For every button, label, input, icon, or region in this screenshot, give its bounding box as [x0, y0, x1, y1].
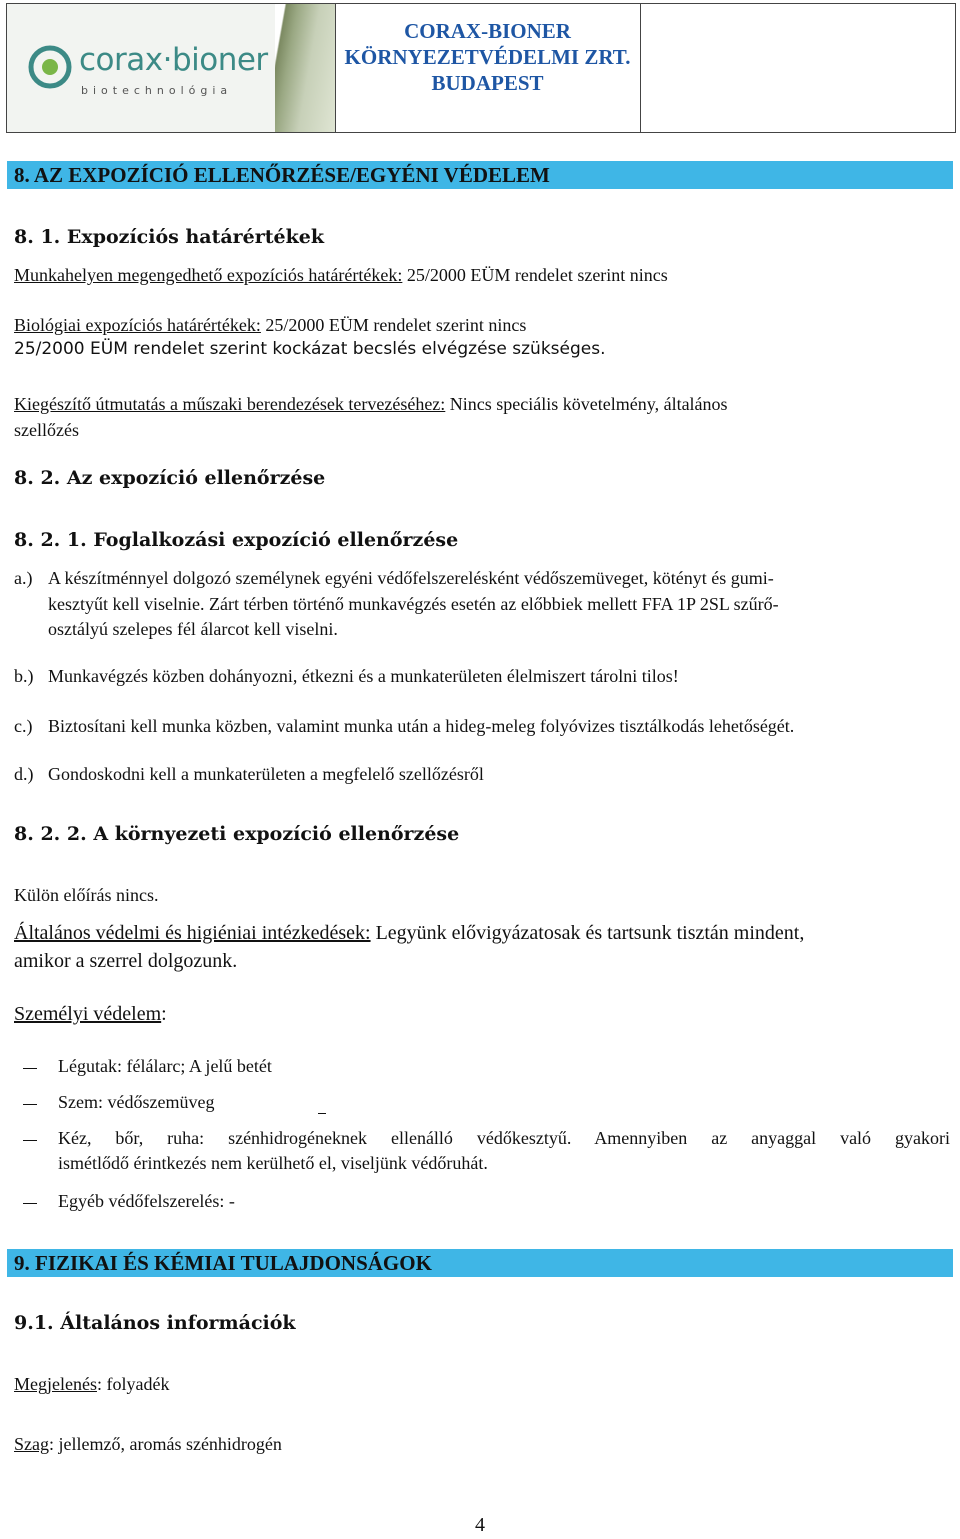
company-logo: [7, 4, 336, 132]
bullet-dash: [23, 1068, 37, 1069]
general-measures-cont: amikor a szerrel dolgozunk.: [14, 950, 238, 972]
logo-name: corax·bioner: [79, 42, 268, 78]
item-b-text: Munkavégzés közben dohányozni, étkezni és a munkaterületen élelmiszert tárolni tilos!: [48, 666, 679, 686]
odor-value: : jellemző, aromás szénhidrogén: [49, 1434, 282, 1454]
document-header: [6, 3, 956, 133]
appearance-label: Megjelenés: [14, 1374, 97, 1394]
section-8-heading: 8. AZ EXPOZÍCIÓ ELLENŐRZÉSE/EGYÉNI VÉDELEM: [7, 161, 953, 189]
personal-protection: [14, 1000, 167, 1028]
supplementary-guidance: [14, 392, 728, 417]
bullet-dash: [23, 1140, 37, 1141]
bio-limits-label: Biológiai expozíciós határértékek:: [14, 315, 261, 335]
item-c-label: c.): [14, 716, 33, 736]
company-line-1: CORAX-BIONER: [404, 19, 571, 43]
section-8-2-heading: 8. 2. Az expozíció ellenőrzése: [14, 467, 326, 489]
odor: [14, 1432, 282, 1457]
bio-limits-value: 25/2000 EÜM rendelet szerint nincs: [260, 315, 527, 335]
general-measures: [14, 919, 804, 947]
workplace-limits: [14, 263, 668, 288]
company-line-3: BUDAPEST: [431, 71, 544, 95]
page-number: 4: [475, 1514, 485, 1536]
item-b-label: b.): [14, 666, 34, 686]
appearance-value: : folyadék: [96, 1374, 170, 1394]
item-d-label: d.): [14, 764, 34, 784]
supplementary-label: Kiegészítő útmutatás a műszaki berendezések tervezéséhez:: [14, 394, 446, 414]
workplace-limits-label: Munkahelyen megengedhető expozíciós határértékek:: [14, 265, 403, 285]
item-d-text: Gondoskodni kell a munkaterületen a megfelelő szellőzésről: [48, 764, 484, 784]
supplementary-value: Nincs speciális követelmény, általános: [445, 394, 728, 414]
appearance: [14, 1372, 169, 1397]
logo-circle-icon: [27, 44, 73, 90]
section-9-1-heading: 9.1. Általános információk: [14, 1312, 296, 1334]
item-a-line-1: A készítménnyel dolgozó személynek egyéni védőfelszerelésként védőszemüveget, kötényt és gumi-: [48, 568, 774, 588]
odor-label: Szag: [14, 1434, 49, 1454]
company-line-2: KÖRNYEZETVÉDELMI ZRT.: [344, 45, 631, 69]
item-a-line-2: kesztyűt kell viselnie. Zárt térben történő munkavégzés esetén az előbbiek mellett FFA 1P 2SL szűrő-: [48, 594, 779, 614]
logo-decoration: [275, 4, 335, 132]
supplementary-value-cont: szellőzés: [14, 420, 79, 440]
bio-limits: [14, 313, 526, 338]
bullet-eyes: Szem: védőszemüveg: [58, 1092, 215, 1112]
stray-mark: [318, 1113, 326, 1114]
bullet-dash: [23, 1203, 37, 1204]
bullet-other: Egyéb védőfelszerelés: -: [58, 1191, 235, 1211]
company-name-block: [335, 4, 641, 132]
personal-protection-colon: :: [161, 1003, 167, 1025]
risk-assessment-text: 25/2000 EÜM rendelet szerint kockázat becslés elvégzése szükséges.: [14, 339, 606, 359]
bullet-hands-line-1: Kéz, bőr, ruha: szénhidrogéneknek ellenálló védőkesztyű. Amennyiben az anyaggal való gyakori: [58, 1128, 950, 1148]
personal-protection-label: Személyi védelem: [14, 1003, 162, 1025]
item-a-line-3: osztályú szelepes fél álarcot kell viselni.: [48, 619, 338, 639]
bullet-dash: [23, 1104, 37, 1105]
no-rule-text: Külön előírás nincs.: [14, 885, 159, 905]
workplace-limits-value: 25/2000 EÜM rendelet szerint nincs: [402, 265, 668, 285]
section-8-2-2-heading: 8. 2. 2. A környezeti expozíció ellenőrzése: [14, 823, 460, 845]
bullet-respiratory: Légutak: félálarc; A jelű betét: [58, 1056, 272, 1076]
logo-subtitle: biotechnológia: [81, 84, 233, 97]
section-8-1-heading: 8. 1. Expozíciós határértékek: [14, 226, 325, 248]
general-measures-label: Általános védelmi és higiéniai intézkedések:: [14, 922, 371, 944]
bullet-hands-line-2: ismétlődő érintkezés nem kerülhető el, viseljünk védőruhát.: [58, 1153, 488, 1173]
section-8-2-1-heading: 8. 2. 1. Foglalkozási expozíció ellenőrzése: [14, 529, 459, 551]
item-a-label: a.): [14, 568, 33, 588]
item-c-text: Biztosítani kell munka közben, valamint munka után a hideg-meleg folyóvizes tisztálkodás lehetőségét.: [48, 716, 795, 736]
section-9-heading: 9. FIZIKAI ÉS KÉMIAI TULAJDONSÁGOK: [7, 1249, 953, 1277]
general-measures-value: Legyünk elővigyázatosak és tartsunk tisztán mindent,: [370, 922, 805, 944]
